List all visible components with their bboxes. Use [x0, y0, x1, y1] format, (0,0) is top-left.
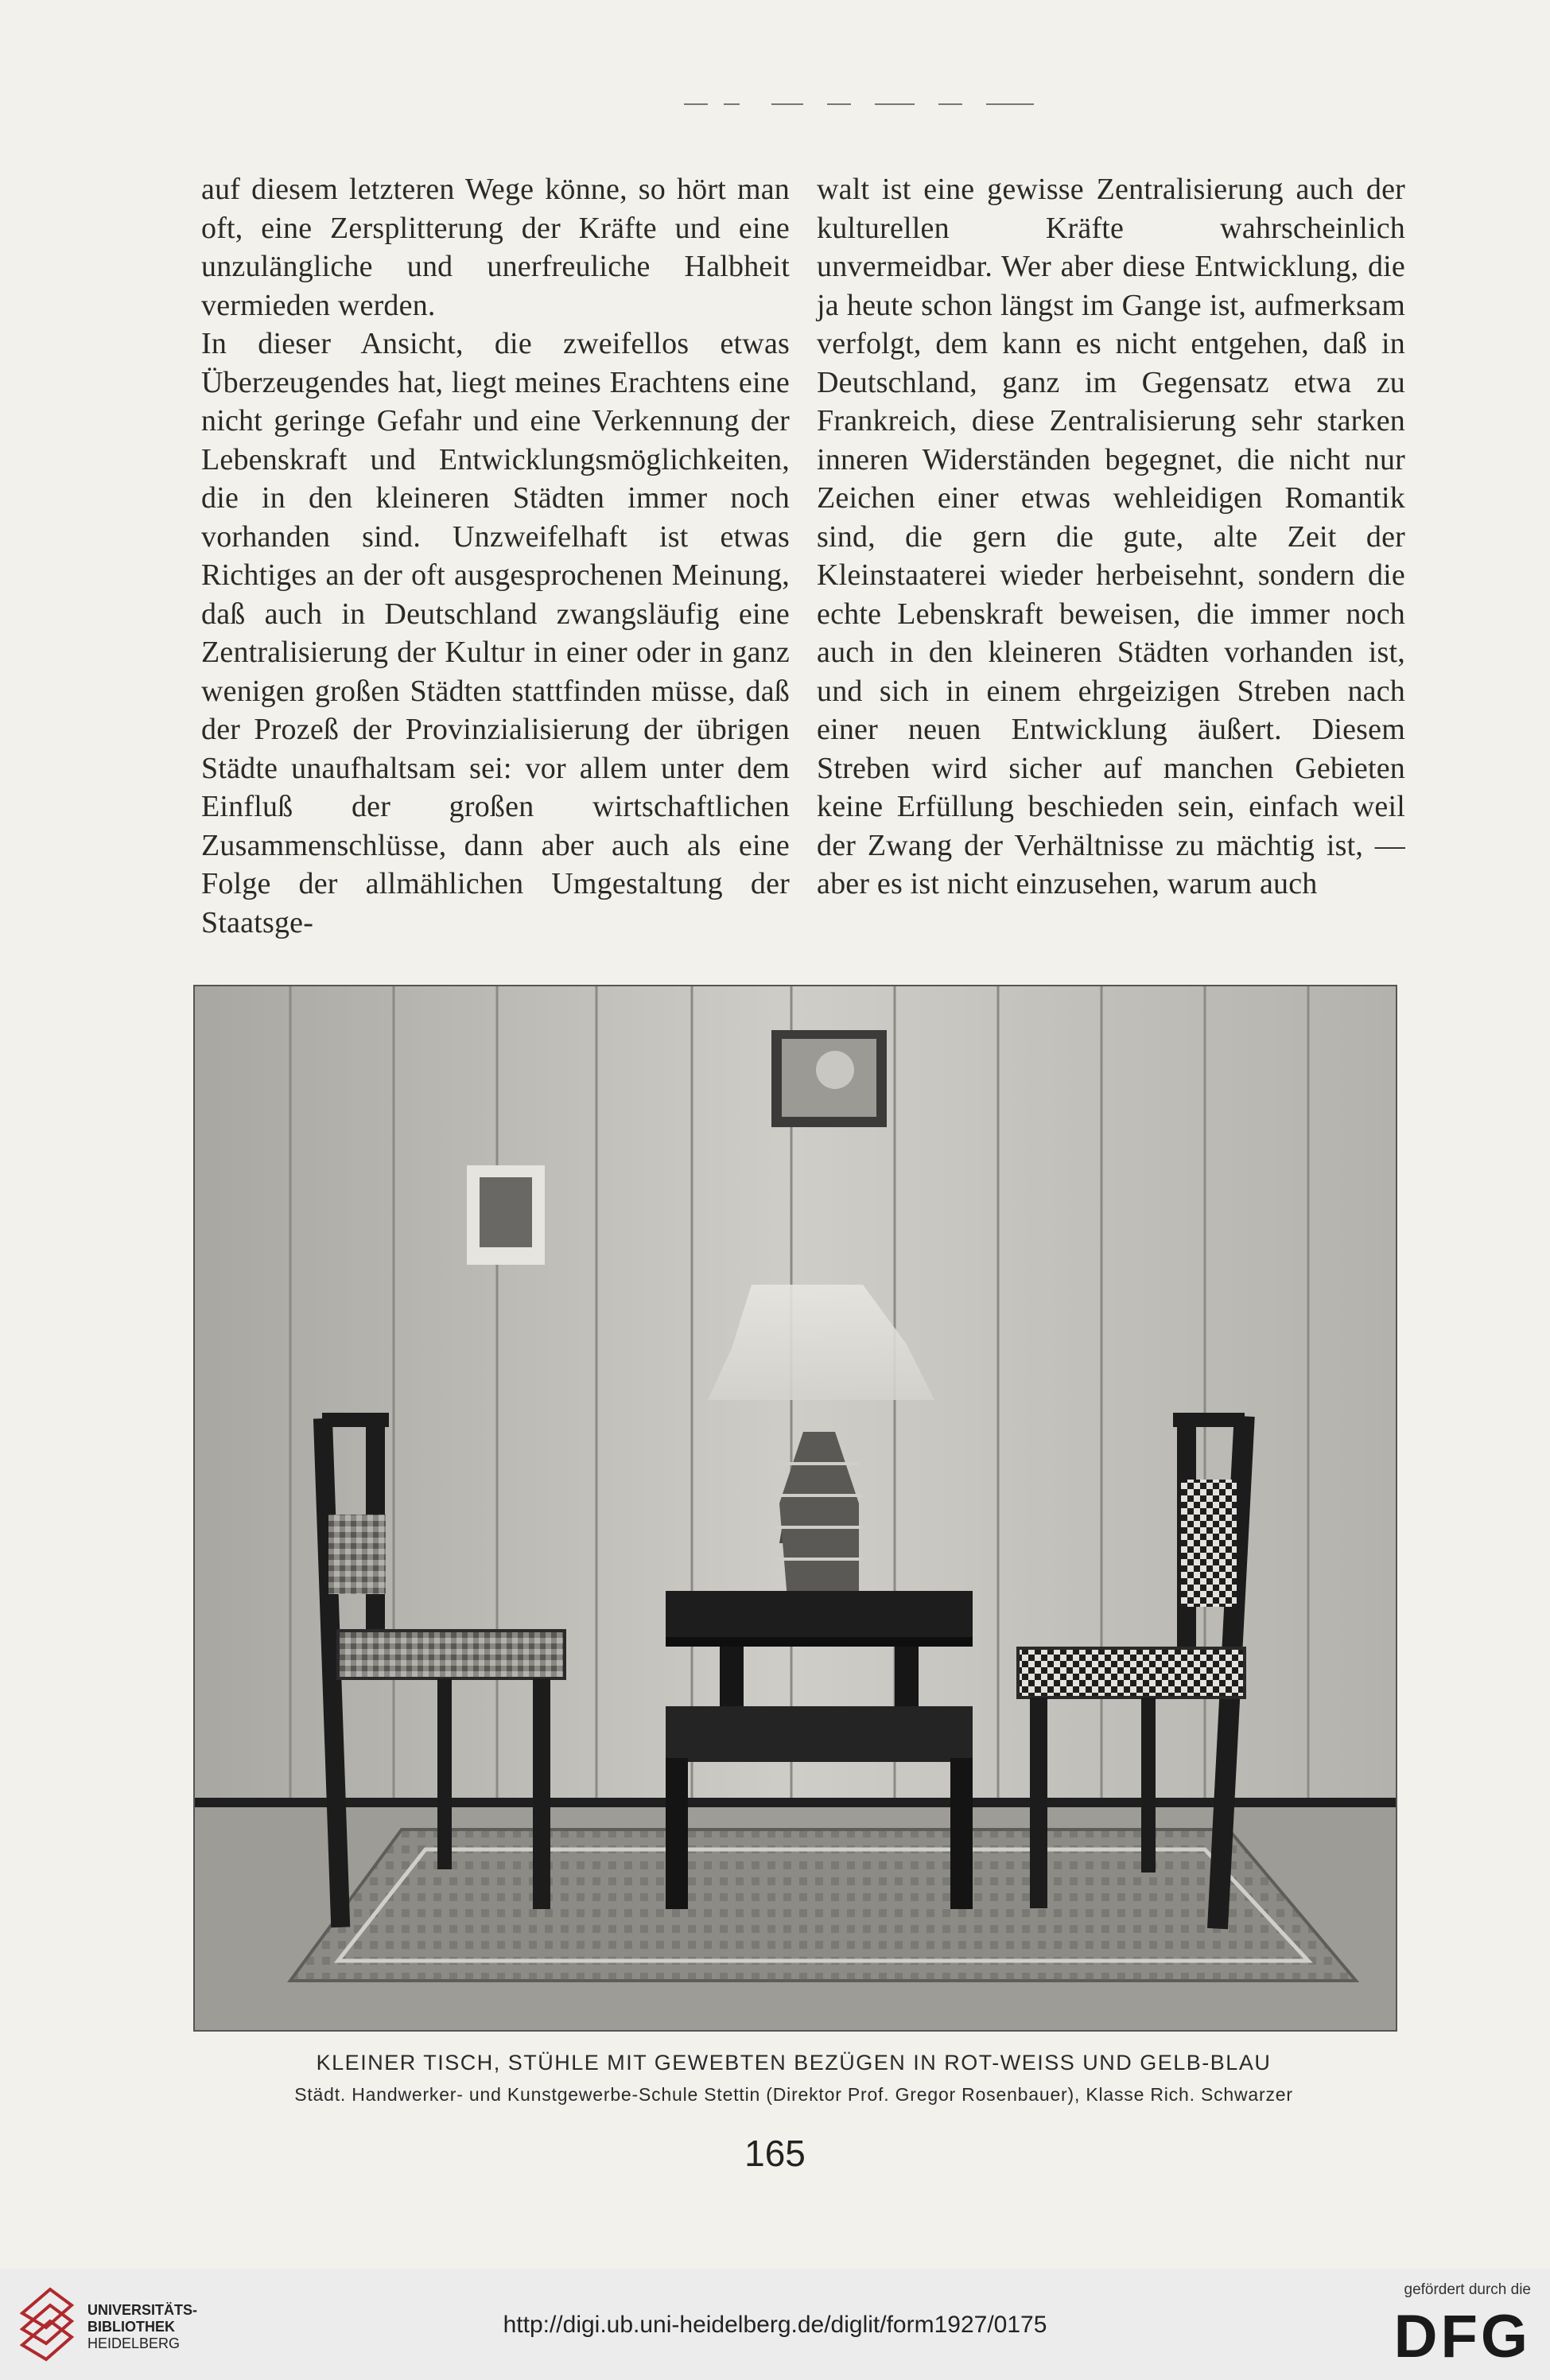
page-number: 165: [744, 2133, 806, 2174]
funding-label: gefördert durch die: [1404, 2281, 1531, 2298]
figure-credit: Städt. Handwerker- und Kunstgewerbe-Schule Stettin (Direktor Prof. Gregor Rosenbauer), Klasse Rich. Schwarzer: [294, 2084, 1293, 2105]
paragraph: auf diesem letzteren Wege könne, so hört man oft, eine Zersplitterung der Kräfte und eine unzulängliche und unerfreuliche Halbheit vermieden werden.: [201, 173, 790, 322]
paragraph: In dieser Ansicht, die zweifellos etwas Überzeugendes hat, liegt meines Erachtens eine nicht geringe Gefahr und eine Verkennung der Lebenskraft und Entwicklungsmöglichkeiten, die in den kleineren Städten immer noch vorhanden sind. Unzweifelhaft ist etwas Richtiges an der oft ausgesprochenen Meinung, daß auch in Deutschland zwangsläufig eine Zentralisierung der Kultur in einer oder in ganz wenigen großen Städten stattfinden müsse, daß der Prozeß der Provinzialisierung der übrigen Städte unaufhaltsam sei: vor allem unter dem Einfluß der großen wirtschaftlichen Zusammenschlüsse, dann aber auch als eine Folge der allmählichen Umgestaltung der Staatsge-: [201, 327, 790, 939]
dfg-logo-icon: DFG: [1393, 2303, 1531, 2370]
figure-caption: KLEINER TISCH, STÜHLE MIT GEWEBTEN BEZÜGEN IN ROT-WEISS UND GELB-BLAU: [316, 2051, 1272, 2075]
scan-edge-mark: [684, 94, 1034, 118]
text-column-left: [201, 170, 790, 942]
paragraph: walt ist eine gewisse Zentralisierung auch der kulturellen Kräfte wahrscheinlich unvermeidbar. Wer aber diese Entwicklung, die ja heute schon längst im Gange ist, aufmerksam verfolgt, dem kann es nicht entgehen, daß in Deutschland, ganz im Gegensatz etwa zu Frankreich, diese Zentralisierung sehr starken inneren Widerständen begegnet, die nicht nur Zeichen einer etwas wehleidigen Romantik sind, die gern die gute, alte Zeit der Kleinstaaterei wieder herbeisehnt, sondern die echte Lebenskraft beweisen, die immer noch auch in den kleineren Städten vorhanden ist, und sich in einem ehrgeizigen Streben nach einer neuen Entwicklung äußert. Diesem Streben wird sicher auf manchen Gebieten keine Erfüllung beschieden sein, einfach weil der Zwang der Verhältnisse zu mächtig ist, — aber es ist nicht einzusehen, warum auch: [817, 173, 1405, 900]
text-column-right: [817, 170, 1405, 904]
digitization-footer: [0, 2269, 1550, 2380]
permalink-url[interactable]: http://digi.ub.uni-heidelberg.de/diglit/form1927/0175: [503, 2312, 1047, 2338]
furniture-photograph: [193, 985, 1397, 2032]
library-name: UNIVERSITÄTS- BIBLIOTHEK HEIDELBERG: [87, 2302, 198, 2351]
